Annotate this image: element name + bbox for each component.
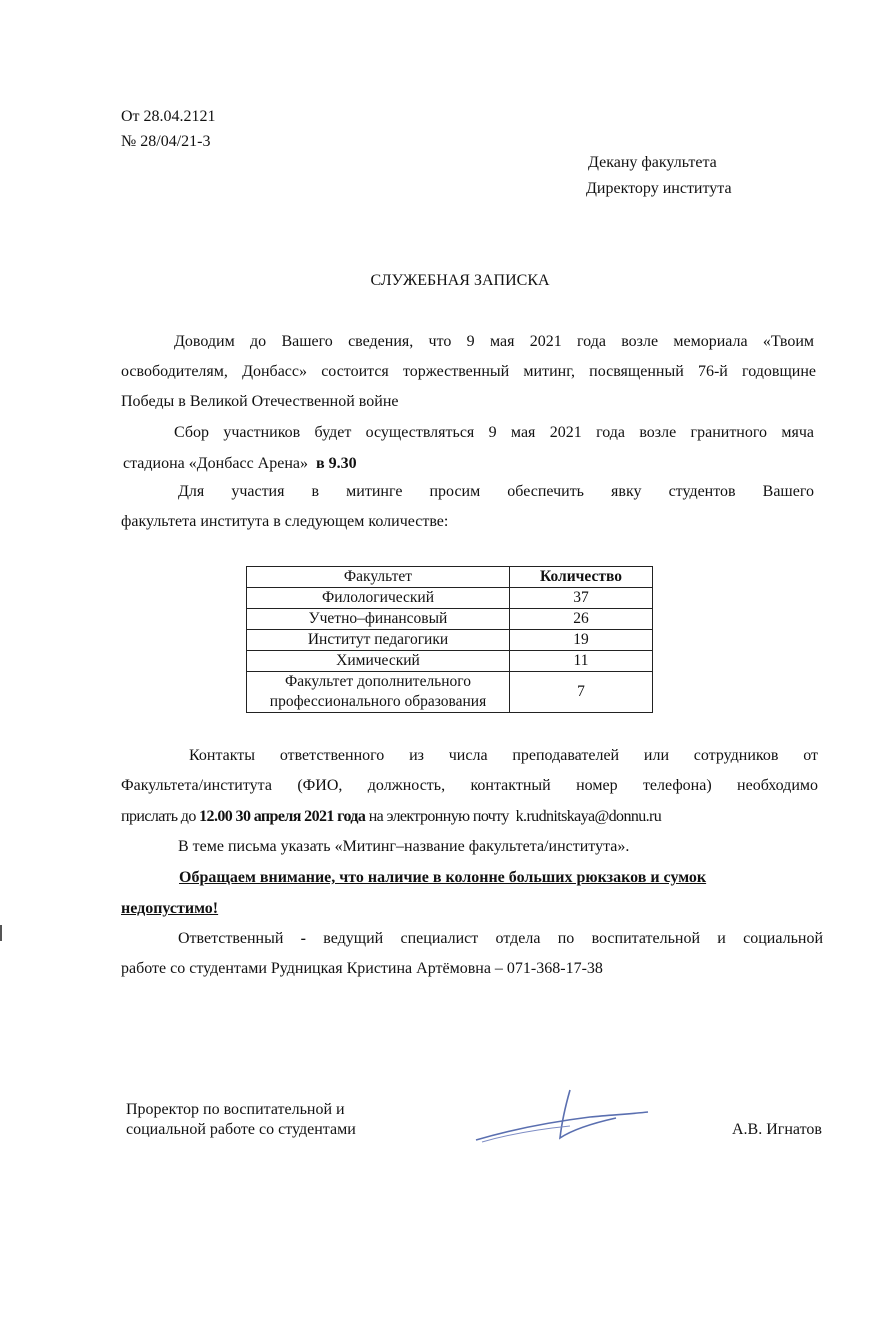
responsible-line-2: работе со студентами Рудницкая Кристина Артёмовна – 071-368-17-38 bbox=[121, 960, 603, 977]
contacts-line-3 bbox=[121, 808, 661, 826]
page-title: СЛУЖЕБНАЯ ЗАПИСКА bbox=[370, 272, 550, 289]
paragraph-2-line-1: Сбор участников будет осуществляться 9 мая 2021 года возле гранитного мяча bbox=[174, 424, 814, 441]
signatory-position-line-2: социальной работе со студентами bbox=[126, 1121, 356, 1138]
count-cell: 19 bbox=[510, 630, 653, 651]
signature-stroke bbox=[560, 1090, 616, 1138]
column-header-count: Количество bbox=[510, 567, 653, 588]
table-header-row bbox=[247, 567, 653, 588]
faculty-cell: Учетно–финансовый bbox=[247, 609, 510, 630]
contacts-line-1: Контакты ответственного из числа преподавателей или сотрудников от bbox=[189, 747, 818, 764]
table-row bbox=[247, 609, 653, 630]
stadium-text: стадиона «Донбасс Арена» bbox=[123, 455, 308, 472]
faculty-cell: Институт педагогики bbox=[247, 630, 510, 651]
addressee-director: Директору института bbox=[586, 180, 732, 197]
gathering-time: в 9.30 bbox=[316, 455, 357, 472]
signatory-position-line-1: Проректор по воспитательной и bbox=[126, 1101, 345, 1118]
responsible-position: ведущий специалист отдела по воспитательной и социальной bbox=[323, 930, 823, 947]
document-number: № 28/04/21-3 bbox=[121, 133, 211, 150]
subject-note: В теме письма указать «Митинг–название факультета/института». bbox=[178, 838, 630, 855]
warning-line-1: Обращаем внимание, что наличие в колонне больших рюкзаков и сумок bbox=[179, 869, 707, 886]
faculty-cell: Филологический bbox=[247, 588, 510, 609]
table-row bbox=[247, 651, 653, 672]
margin-mark bbox=[0, 925, 2, 941]
deadline-prefix: прислать до bbox=[121, 808, 196, 825]
table-row bbox=[247, 588, 653, 609]
faculty-table bbox=[246, 566, 653, 713]
responsible-line-1 bbox=[178, 930, 823, 948]
paragraph-1-line-1: Доводим до Вашего сведения, что 9 мая 2021 года возле мемориала «Твоим bbox=[174, 333, 814, 350]
faculty-cell-line-2: профессионального образования bbox=[269, 693, 487, 710]
email-address: k.rudnitskaya@donnu.ru bbox=[515, 808, 662, 825]
table-row bbox=[247, 672, 653, 713]
handwritten-signature bbox=[470, 1082, 660, 1152]
count-cell: 37 bbox=[510, 588, 653, 609]
faculty-cell: Химический bbox=[247, 651, 510, 672]
paragraph-1-line-3: Победы в Великой Отечественной войне bbox=[121, 393, 399, 410]
paragraph-1-line-2: освободителям, Донбасс» состоится торжественный митинг, посвященный 76-й годовщине bbox=[121, 363, 816, 380]
paragraph-3-line-1: Для участия в митинге просим обеспечить явку студентов Вашего bbox=[178, 483, 814, 500]
count-cell: 26 bbox=[510, 609, 653, 630]
paragraph-3-line-2: факультета института в следующем количестве: bbox=[121, 513, 449, 530]
paragraph-2-line-2 bbox=[123, 455, 357, 473]
faculty-cell-line-1: Факультет дополнительного bbox=[284, 673, 472, 690]
document-date: От 28.04.2121 bbox=[121, 108, 216, 125]
responsible-dash: - bbox=[300, 930, 306, 947]
deadline: 12.00 30 апреля 2021 года bbox=[199, 808, 366, 825]
faculty-cell bbox=[247, 672, 510, 713]
table-row bbox=[247, 630, 653, 651]
contacts-line-2: Факультета/института (ФИО, должность, контактный номер телефона) необходимо bbox=[121, 777, 818, 794]
responsible-label: Ответственный bbox=[178, 930, 284, 947]
signatory-name: А.В. Игнатов bbox=[732, 1121, 822, 1138]
count-cell: 7 bbox=[510, 672, 653, 713]
addressee-dean: Декану факультета bbox=[588, 154, 717, 171]
count-cell: 11 bbox=[510, 651, 653, 672]
column-header-faculty: Факультет bbox=[247, 567, 510, 588]
email-prefix: на электронную почту bbox=[368, 808, 509, 825]
warning-line-2: недопустимо! bbox=[121, 900, 219, 917]
